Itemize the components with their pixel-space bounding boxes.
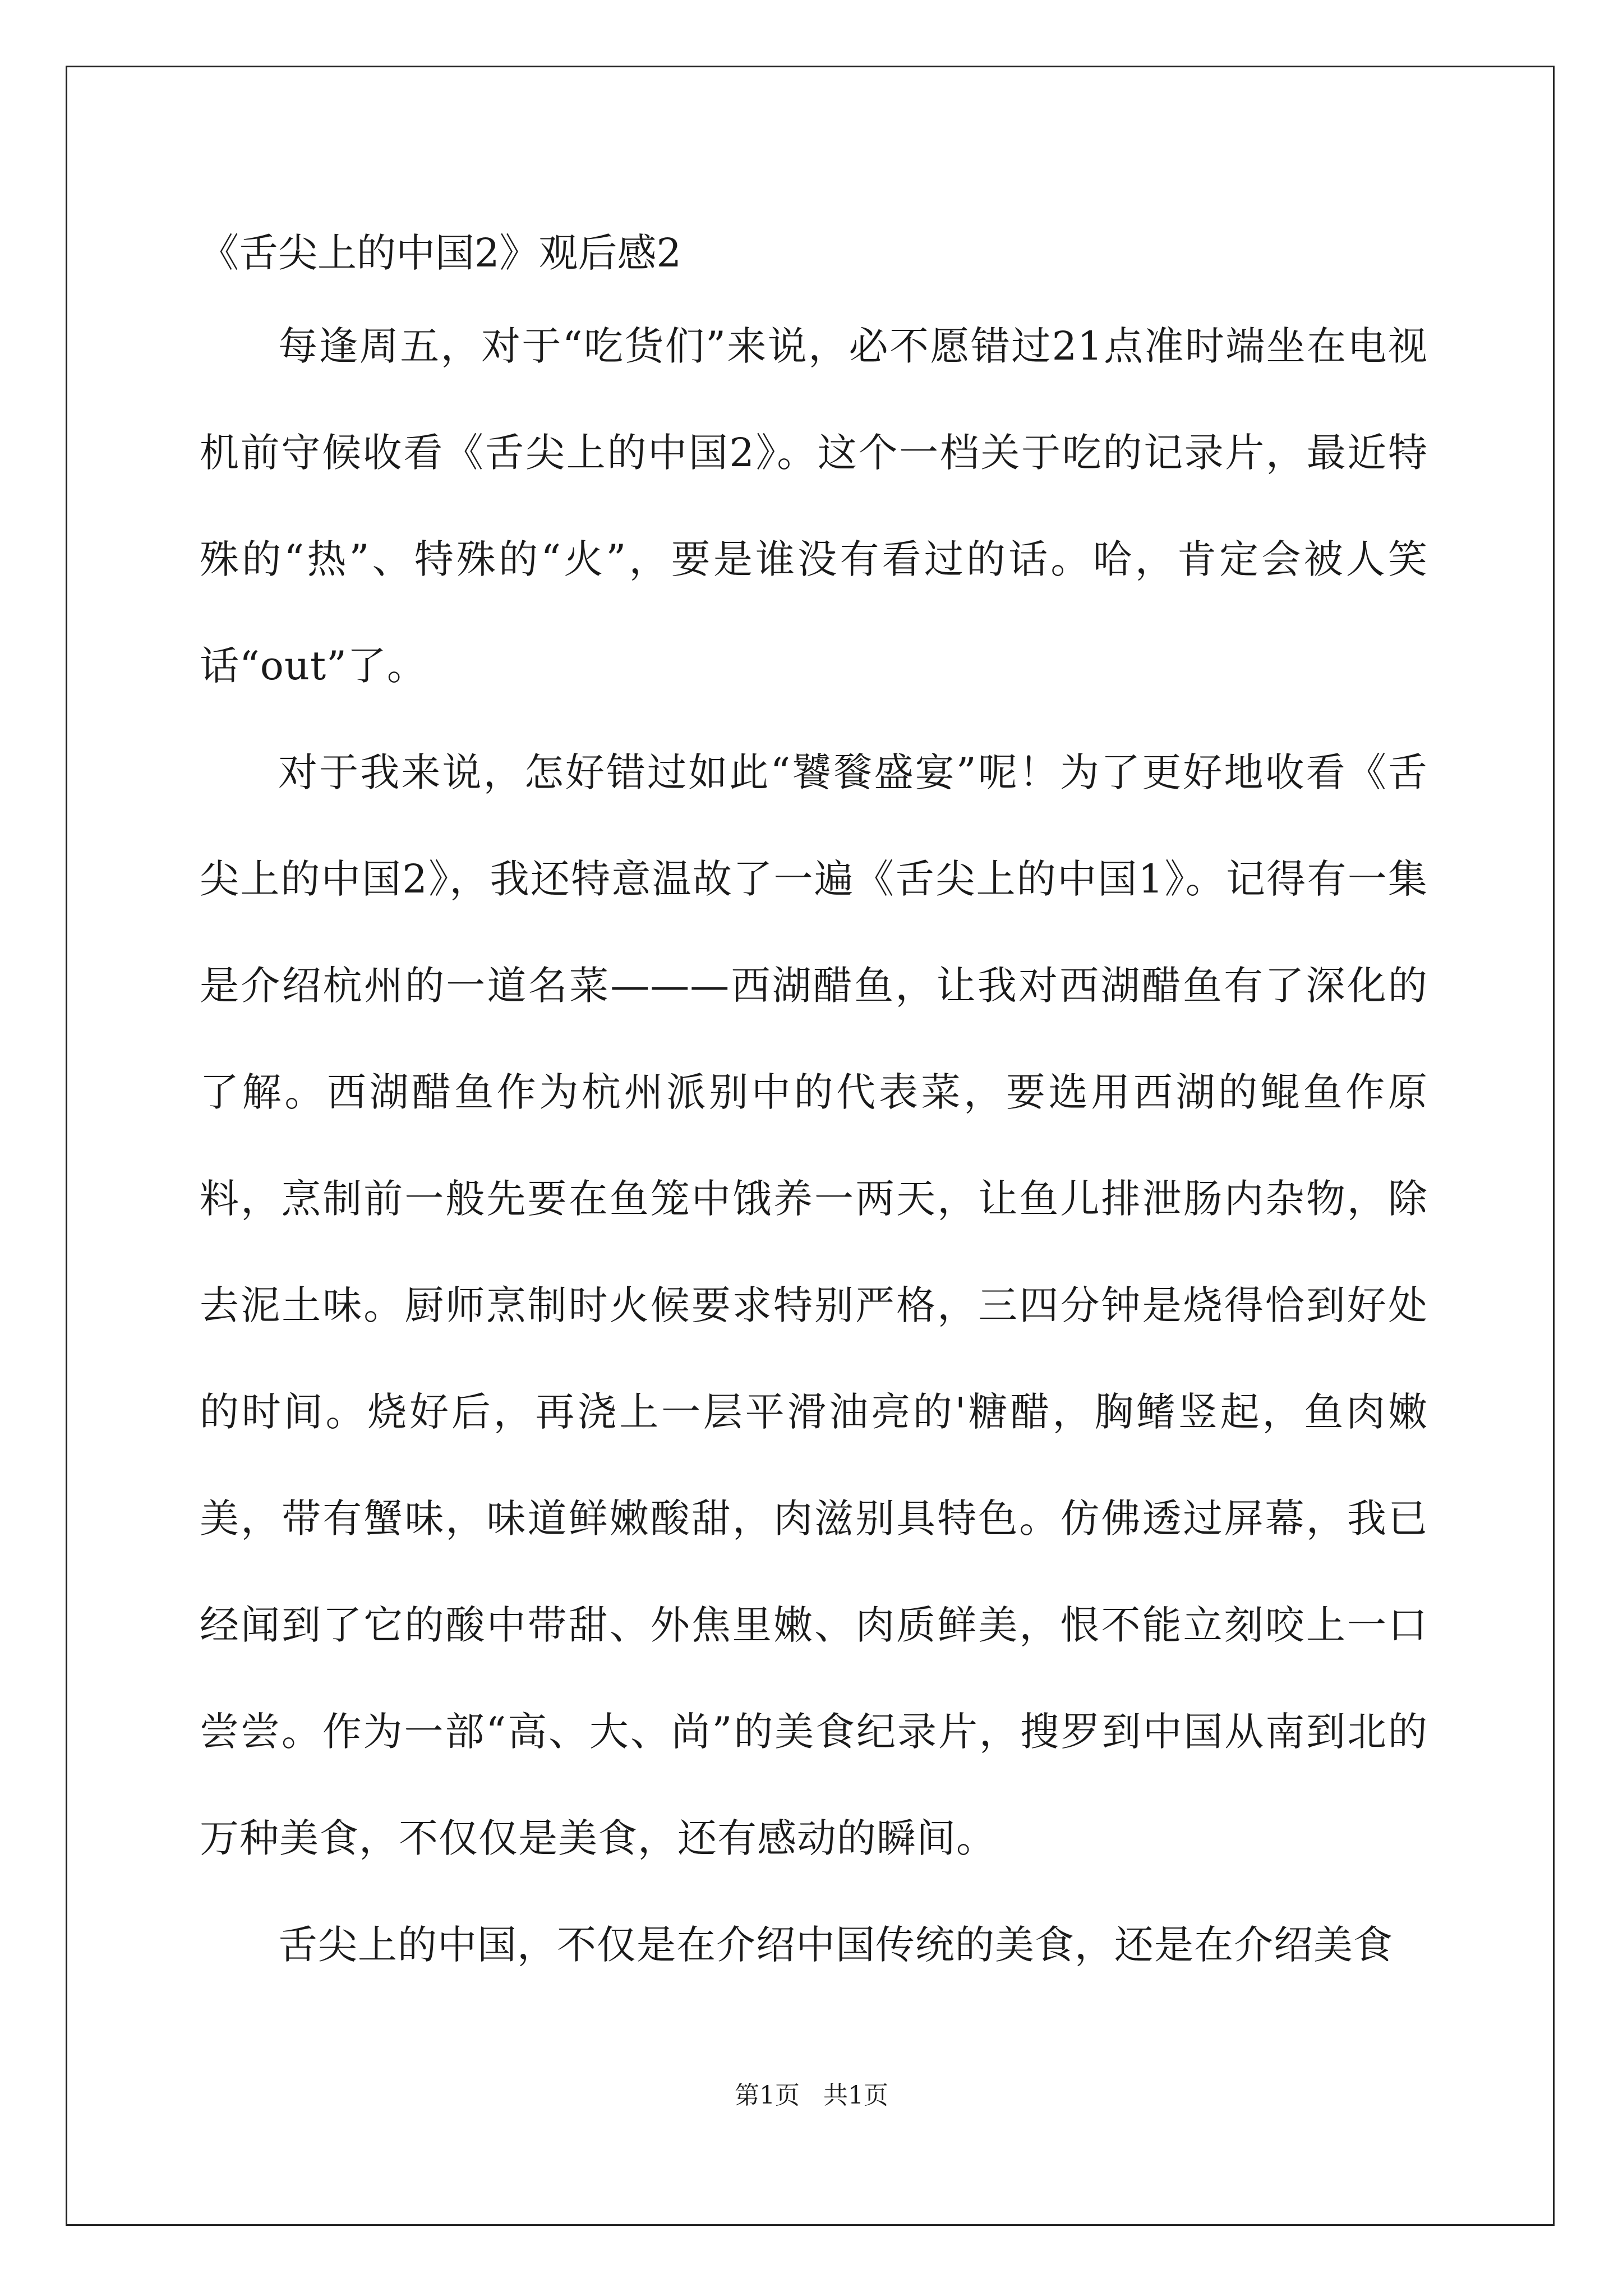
paragraph-2: 对于我来说，怎好错过如此“饕餮盛宴”呢！为了更好地收看《舌尖上的中国2》，我还特意温故了一遍《舌尖上的中国1》。记得有一集是介绍杭州的一道名菜———西湖醋鱼，让我对西湖醋鱼有了深化的了解。西湖醋鱼作为杭州派别中的代表菜，要选用西湖的鲲鱼作原料，烹制前一般先要在鱼笼中饿养一两天，让鱼儿排泄肠内杂物，除去泥土味。厨师烹制时火候要求特别严格，三四分钟是烧得恰到好处的时间。烧好后，再浇上一层平滑油亮的'糖醋，胸鳍竖起，鱼肉嫩美，带有蟹味，味道鲜嫩酸甜，肉滋别具特色。仿佛透过屏幕，我已经闻到了它的酸中带甜、外焦里嫩、肉质鲜美，恨不能立刻咬上一口尝尝。作为一部“高、大、尚”的美食纪录片，搜罗到中国从南到北的万种美食，不仅仅是美食，还有感动的瞬间。 <box>200 749 1428 1861</box>
document-body <box>200 213 1428 1998</box>
paragraph-1: 每逢周五，对于“吃货们”来说，必不愿错过21点准时端坐在电视机前守候收看《舌尖上的中国2》。这个一档关于吃的记录片，最近特殊的“热”、特殊的“火”，要是谁没有看过的话。哈，肯定会被人笑话“out”了。 <box>200 323 1428 689</box>
document-title: 《舌尖上的中国2》观后感2 <box>200 230 682 276</box>
paragraph-3: 舌尖上的中国，不仅是在介绍中国传统的美食，还是在介绍美食 <box>278 1922 1393 1968</box>
page-footer: 第1页 共1页 <box>735 2081 888 2110</box>
